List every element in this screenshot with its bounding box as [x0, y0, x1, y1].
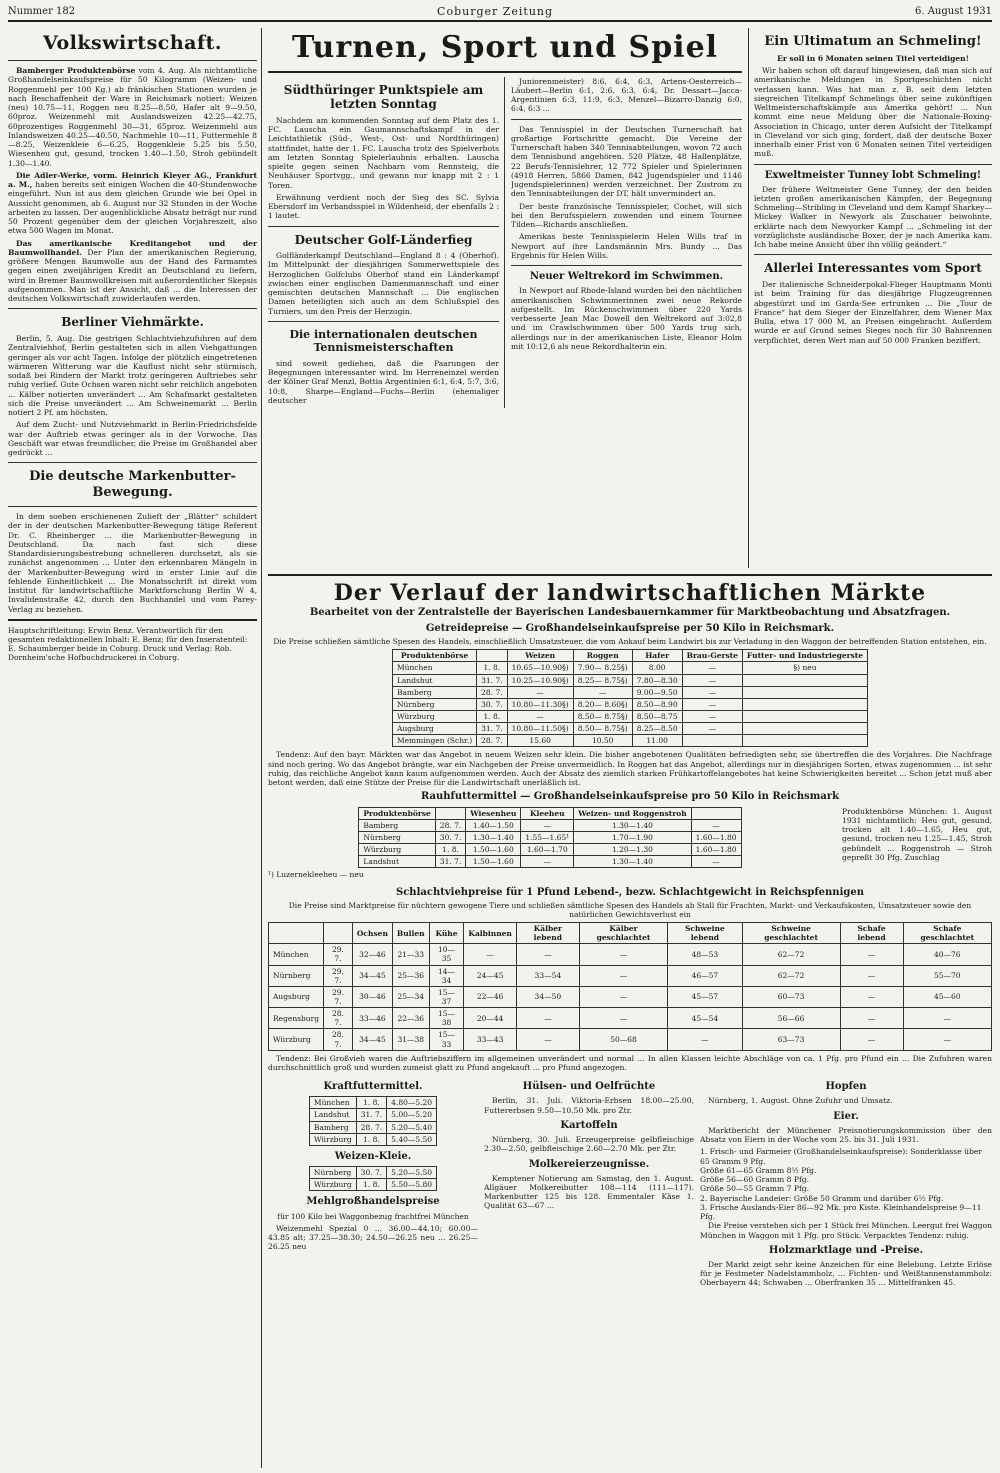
- eier-title: Eier.: [833, 1110, 859, 1122]
- table-cell: Bamberg: [359, 819, 435, 831]
- table-cell: 14—34: [429, 965, 464, 986]
- table-cell: 1. 8.: [356, 1133, 386, 1145]
- table-row: [392, 711, 867, 723]
- punktspiele-text: Nachdem am kommenden Sonntag auf dem Platz des 1. FC. Lauscha ein Gaumannschaftskampf in der Leichtathletik (Süd-, West-, Ost- und Nordthüringen) stattfindet, hatte der 1. FC. Lauscha trotz des Spielverbots am letzten Sonntag Spielerlaubnis erhalten. Lauscha spielte gegen seinen Nachbarn vom Rennsteig, die Neuhäuser Sportvgg., und gewann nur knapp mit 2 : 1 Toren.: [268, 115, 499, 190]
- table-row: [309, 1121, 436, 1133]
- table-cell: Würzburg: [359, 844, 435, 856]
- table-header: [691, 807, 741, 819]
- molk-title: Molkereierzeugnisse.: [528, 1158, 650, 1170]
- list-item: Größe 61—65 Gramm 8½ Pfg.: [700, 1165, 817, 1175]
- table-row: [309, 1179, 436, 1191]
- flour-text: Weizenmehl Spezial 0 ... 36.00—44.10; 60.00—43.85 alt; 37.25—38.30; 24.50—26.25 neu ... 26.25—26.25 neu: [268, 1223, 478, 1252]
- table-cell: [742, 723, 867, 735]
- table-cell: —: [668, 1029, 742, 1050]
- table-cell: 7.80—8.30: [632, 674, 682, 686]
- table-cell: 8.00: [632, 662, 682, 674]
- sport-title: Turnen, Sport und Spiel: [268, 28, 742, 73]
- tennis-text: sind soweit gediehen, daß die Paarungen der Begegnungen interessanter wird. Im Herreneinzel werden der Kölner Graf Menzl, Bottia Argentinien 6:1, 6:4, 5:7, 3:6, 10:8, Sharpe—England—Fuchs—Berlin (ehemaliger deutscher: [268, 358, 499, 405]
- table-cell: [742, 686, 867, 698]
- table-cell: 60—73: [742, 986, 840, 1007]
- table-cell: —: [573, 686, 632, 698]
- table-row: [269, 1029, 992, 1050]
- table-cell: 8.50— 8.75§): [573, 723, 632, 735]
- table-cell: §) neu: [742, 662, 867, 674]
- table-cell: 10.25—10.90§): [507, 674, 573, 686]
- table-cell: Landshut: [309, 1109, 356, 1121]
- table-cell: —: [840, 986, 903, 1007]
- table-cell: 1.30—1.40: [466, 831, 521, 843]
- table-cell: —: [507, 686, 573, 698]
- list-item: 1. Frisch- und Farmeier (Großhandelseinkaufspreise): Sonderklasse über 65 Gramm 9 Pfg.: [700, 1147, 982, 1166]
- golf-title: Deutscher Golf-Länderfieg: [294, 232, 473, 247]
- holz-text: Der Markt zeigt sehr keine Anzeichen für eine Belebung. Letzte Erlöse für je Festmeter Nadelstammholz, ... Fichten- und Weißtannenstammholz: Oberbayern 44; Schwaben ... Oberfranken 35 ... Mittelfranken 45.: [700, 1259, 992, 1288]
- table-cell: 1.30—1.40: [574, 856, 691, 868]
- eier-text: Marktbericht der Münchener Preisnotierungskommission über den Absatz von Eiern in der Woche vom 25. bis 31. Juli 1931.: [700, 1125, 992, 1145]
- table-cell: —: [682, 711, 742, 723]
- table-cell: 32—46: [352, 944, 392, 965]
- huelsen-text: Berlin, 31. Juli. Viktoria-Erbsen 18.00—25.00, Futtererbsen 9.50—10.50 Mk. pro Ztr.: [484, 1096, 694, 1115]
- table-row: [269, 1008, 992, 1029]
- table-cell: Nürnberg: [392, 698, 476, 710]
- table-row: [309, 1109, 436, 1121]
- schmeling-title: Ein Ultimatum an Schmeling!: [764, 34, 982, 49]
- table-cell: 33—43: [464, 1029, 516, 1050]
- table-cell: [682, 735, 742, 747]
- table-cell: Würzburg: [269, 1029, 324, 1050]
- article-vieh: Berlin, 5. Aug. Die gestrigen Schlachtviehzufuhren auf dem Zentralviehhof, Berlin gestalteten sich in allen Viehgattungen geringer als vor acht Tagen. Infolge der plötzlich eingetretenen wärmeren Witterung war die Kauflust nicht sehr stürmisch, sodaß bei Rindern der Markt trotz geringeren Auftriebes sehr ruhig verlief. Gute Ochsen waren nicht sehr reichlich angeboten ... Kälber notierten unverändert ... Am Schafmarkt gestalteten sich die Preise unverändert ... Am Schweinemarkt ... Berlin notiert 2 Pf. am höchsten.: [8, 334, 257, 418]
- tunney-title: Exweltmeister Tunney lobt Schmeling!: [764, 169, 982, 181]
- table-cell: —: [464, 944, 516, 965]
- table-cell: 11.00: [632, 735, 682, 747]
- table-header: Schafe geschlachtet: [903, 922, 991, 943]
- table-header: Produktenbörse: [359, 807, 435, 819]
- cattle-table: [268, 922, 992, 1051]
- table-header: Futter- und Industriegerste: [742, 650, 867, 662]
- table-cell: —: [521, 856, 574, 868]
- table-header: Weizen: [507, 650, 573, 662]
- table-cell: Würzburg: [392, 711, 476, 723]
- paper-name: Coburger Zeitung: [437, 4, 554, 18]
- table-cell: 4.80—5.20: [387, 1097, 437, 1109]
- table-cell: 8.25—8.50: [632, 723, 682, 735]
- table-cell: 1. 8.: [477, 662, 507, 674]
- table-cell: 55—70: [903, 965, 991, 986]
- table-cell: 28. 7.: [435, 819, 465, 831]
- table-cell: 24—45: [464, 965, 516, 986]
- table-cell: 8.25— 8.75§): [573, 674, 632, 686]
- market-section: [268, 574, 992, 1464]
- list-item: 3. Frische Auslands-Eier 86—92 Mk. pro Kiste. Kleinhandelspreise 9—11 Pfg.: [700, 1202, 982, 1222]
- table-row: [309, 1167, 436, 1179]
- table-cell: —: [579, 986, 667, 1007]
- table-cell: 63—73: [742, 1029, 840, 1050]
- table-cell: 15.60: [507, 735, 573, 747]
- table-cell: Nürnberg: [359, 831, 435, 843]
- grain-tendency: Tendenz: Auf den bayr. Märkten war das Angebot in neuem Weizen sehr klein. Die bisher angebotenen Qualitäten befriedigten sehr, sie übertreffen die des Vorjahres. Die Nachfrage sind noch gering. Wo das Angebot brängte, war ein Nachgeben der Preise unvermeidlich. In Roggen hat das Angebot, allerdings nur in diesjährigen Sorten, etwas zugenommen ... ist sehr ruhig, das reichliche Angebot kann kaum aufgenommen werden. Auch der Absatz des ziemlich starken Frühkartoffelangebotes hat keine Schwierigkeiten bereitet ... Schon jetzt muß aber betont werden, daß eine Stütze der Preise für die Landwirtschaft unerläßlich ist.: [268, 750, 992, 788]
- table-cell: 8.50— 8.75§): [573, 711, 632, 723]
- table-cell: —: [682, 674, 742, 686]
- table-cell: 30. 7.: [356, 1167, 386, 1179]
- feed-title: Kraftfuttermittel.: [323, 1081, 423, 1093]
- market-title: Der Verlauf der landwirtschaftlichen Märkte: [333, 580, 927, 606]
- table-cell: —: [682, 662, 742, 674]
- table-cell: 15—37: [429, 986, 464, 1007]
- table-cell: Memmingen (Schr.): [392, 735, 476, 747]
- feed-block: [268, 1076, 478, 1291]
- issue-date: 6. August 1931: [914, 5, 992, 17]
- table-cell: 28. 7.: [356, 1121, 386, 1133]
- table-cell: 62—72: [742, 944, 840, 965]
- table-header: Kälber lebend: [516, 922, 579, 943]
- butter-title: Die deutsche Markenbutter-Bewegung.: [29, 469, 236, 501]
- imprint: Hauptschriftleitung: Erwin Benz. Verantwortlich für den gesamten redaktionellen Inhalt: E. Benz; für den Inseratenteil: E. Schaumberger beide in Coburg. Druck und Verlag: Rob. Dornheim'sche Hofbuchdruckerei in Coburg.: [8, 625, 248, 663]
- table-cell: Nürnberg: [309, 1167, 356, 1179]
- table-header: [269, 922, 324, 943]
- eier-tendency: Die Preise verstehen sich per 1 Stück frei München. Leergut frei Waggon München in Waggon mit 1 Pfg. pro Stück. Verpacktes Tendenz: ruhig.: [700, 1221, 992, 1240]
- table-cell: 5.20—5.40: [387, 1121, 437, 1133]
- table-cell: München: [269, 944, 324, 965]
- table-cell: 31—38: [392, 1029, 429, 1050]
- punktspiele-text-2: Erwähnung verdient noch der Sieg des SC. Sylvia Ebersdorf im Verbandsspiel in Wildenheid, der ebenfalls 2 : 1 lautet.: [268, 192, 499, 221]
- table-cell: 15—38: [429, 1008, 464, 1029]
- table-header: Kleeheu: [521, 807, 574, 819]
- table-cell: 34—45: [352, 965, 392, 986]
- table-cell: 10.80—11.30§): [507, 698, 573, 710]
- table-cell: Nürnberg: [269, 965, 324, 986]
- table-cell: 30—46: [352, 986, 392, 1007]
- table-row: [359, 856, 741, 868]
- table-header: Schafe lebend: [840, 922, 903, 943]
- tennis-wills: Amerikas beste Tennisspielerin Helen Wills traf in Newport auf ihre Landsmännin Mrs. Bundy ... Das Ergebnis für Helen Wills.: [511, 232, 742, 260]
- table-cell: [742, 698, 867, 710]
- table-cell: 28. 7.: [477, 686, 507, 698]
- table-row: [359, 844, 741, 856]
- misc-block: [484, 1076, 694, 1291]
- table-cell: 45—57: [668, 986, 742, 1007]
- table-header: Wiesenheu: [466, 807, 521, 819]
- issue-number: Nummer 182: [8, 5, 76, 17]
- table-row: [269, 965, 992, 986]
- table-cell: 10—35: [429, 944, 464, 965]
- table-cell: 10.65—10.90§): [507, 662, 573, 674]
- economy-title: Volkswirtschaft.: [42, 32, 223, 54]
- table-cell: 1. 8.: [356, 1179, 386, 1191]
- flour-sub: für 100 Kilo bei Waggonbezug frachtfrei München: [277, 1211, 469, 1221]
- table-row: [269, 986, 992, 1007]
- table-cell: —: [840, 1008, 903, 1029]
- table-row: [309, 1097, 436, 1109]
- table-cell: Würzburg: [309, 1179, 356, 1191]
- table-row: [392, 674, 867, 686]
- table-cell: 1. 8.: [477, 711, 507, 723]
- bran-title: Weizen-Kleie.: [334, 1150, 412, 1162]
- table-row: [392, 662, 867, 674]
- huelsen-title: Hülsen- und Oelfrüchte: [522, 1081, 656, 1093]
- table-cell: 5.50—5.80: [387, 1179, 437, 1191]
- eier-list: [700, 1147, 992, 1221]
- schmeling-subtitle: Er soll in 6 Monaten seinen Titel verteidigen!: [777, 53, 969, 63]
- table-cell: 29. 7.: [324, 944, 353, 965]
- table-cell: 29. 7.: [324, 986, 353, 1007]
- table-cell: —: [516, 1008, 579, 1029]
- allerlei-text: Der italienische Schneiderpokal-Flieger Hauptmann Monti ist beim Training für das diesjährige Flugzeugrennen abgestürzt und im Garda-See ertrunken ... Die „Tour de France“ hat dem Sieger der Einzelfahrer, dem Wiener Max Bulla, etwa 17 000 M. an Preisen eingebracht. Außerdem wurde er auf Grund seines Sieges noch für 30 Bahnrennen verpflichtet, deren Wert man auf 50 000 Franken beziffert.: [754, 280, 992, 345]
- table-cell: 21—33: [392, 944, 429, 965]
- table-cell: 45—60: [903, 986, 991, 1007]
- table-header: [324, 922, 353, 943]
- table-header: Kühe: [429, 922, 464, 943]
- table-cell: 15—33: [429, 1029, 464, 1050]
- grain-table: [392, 649, 868, 747]
- article-bamberger: Bamberger Produktenbörse vom 4. Aug. Als nichtamtliche Großhandelseinkaufspreise für 50 Kilogramm (Weizen- und Roggenmehl per 100 Kg.) ab fränkischen Stationen wurden je nach Beschaffenheit der Ware in Reichsmark notiert: Weizen (neu) 10.75—11, Roggen neu 8.25—8.50, Hafer alt 9—9.50, 60proz. Weizenmehl mit Auslandsweizen 42.25—42.75, 60prozentiges Roggenmehl 30—31, 65proz. Weizenmehl aus Inlandsweizen 40.25—40.50, Nachmehle 10—11, Futtermehle 8—8.25, Weizenkleie 6—6.25, Roggenkleie 5.25 bis 5.50, Wiesenheu gut, gesund, trocken 1.40—1.50, Stroh gebündelt 1.30—1.40.: [8, 66, 258, 168]
- punktspiele-title: Südthüringer Punktspiele am letzten Sonntag: [283, 82, 484, 112]
- grain-note: Die Preise schließen sämtliche Spesen des Handels, einschließlich Umsatzsteuer, die vom Ankauf beim Landwirt bis zur Verladung in den Waggon der betreffenden Station entstehen, ein.: [273, 637, 987, 647]
- table-row: [392, 686, 867, 698]
- column-economy: [8, 28, 262, 1468]
- table-cell: 1.20—1.30: [574, 844, 691, 856]
- table-row: [392, 698, 867, 710]
- flour-title: Mehlgroßhandelspreise: [306, 1196, 440, 1208]
- list-item: Größe 56—60 Gramm 8 Pfg.: [700, 1175, 810, 1185]
- table-cell: 48—53: [668, 944, 742, 965]
- table-cell: 28. 7.: [324, 1008, 353, 1029]
- table-cell: 1.50—1.60: [466, 856, 521, 868]
- table-cell: 1. 8.: [435, 844, 465, 856]
- table-cell: —: [516, 944, 579, 965]
- table-cell: —: [903, 1008, 991, 1029]
- table-cell: 28. 7.: [324, 1029, 353, 1050]
- cattle-title: Schlachtviehpreise für 1 Pfund Lebend-, bezw. Schlachtgewicht in Reichspfennigen: [396, 886, 864, 898]
- table-cell: 46—57: [668, 965, 742, 986]
- table-row: [392, 735, 867, 747]
- hopfen-text: Nürnberg, 1. August. Ohne Zufuhr und Umsatz.: [708, 1096, 893, 1106]
- sport-right: [511, 77, 742, 408]
- sport-left: [268, 77, 505, 408]
- table-cell: 25—34: [392, 986, 429, 1007]
- hay-title: Rauhfuttermittel — Großhandelseinkaufspreise pro 50 Kilo in Reichsmark: [420, 791, 840, 803]
- table-cell: 25—36: [392, 965, 429, 986]
- table-cell: —: [516, 1029, 579, 1050]
- bran-table: [309, 1166, 437, 1191]
- table-cell: 10.50: [573, 735, 632, 747]
- table-cell: 1.60—1.80: [691, 844, 741, 856]
- table-cell: 20—44: [464, 1008, 516, 1029]
- table-cell: —: [682, 686, 742, 698]
- tennis-cochet: Der beste französische Tennisspieler, Cochet, will sich bei den Berufsspielern zuwenden und einem Tournee Tilden—Richards anschließen.: [511, 201, 742, 230]
- table-header: Brau-Gerste: [682, 650, 742, 662]
- swim-title: Neuer Weltrekord im Schwimmen.: [529, 271, 724, 283]
- table-cell: 1.55—1.65¹: [521, 831, 574, 843]
- table-cell: 34—50: [516, 986, 579, 1007]
- table-cell: —: [840, 1029, 903, 1050]
- table-cell: 31. 7.: [435, 856, 465, 868]
- table-cell: 28. 7.: [477, 735, 507, 747]
- column-sport: [268, 28, 742, 568]
- article-butter: In dem soeben erschienenen Zulieft der „Blätter“ schildert der in der deutschen Markenbutter-Bewegung tätige Referent Dr. C. Rheinberger ... die Markenbutter-Bewegung in Deutschland. Da nach fast sich diese Standardisierungsbestrebung schnelleren durchsetzt, als sie zunächst angenommen ... Unter den erkennbaren Mängeln in der Markenbutter-Bewegung wird in erster Linie auf die fehlende Einheitlichkeit ... Die Monatsschrift ist direkt vom Institut für landwirtschaftliche Marktforschung Berlin W 4, Invalidenstraße 42, durch den Buchhandel und vom Parey-Verlag zu beziehen.: [8, 512, 257, 614]
- table-cell: 1.40—1.50: [466, 819, 521, 831]
- grain-title: Getreidepreise — Großhandelseinkaufspreise per 50 Kilo in Reichsmark.: [425, 623, 835, 635]
- swim-text: In Newport auf Rhode-Island wurden bei den nächtlichen amerikanischen Schwimmerinnen zwei neue Rekorde aufgestellt. Im Rückenschwimmen über 220 Yards verbesserte Jean Mac Dowell den Weltrekord auf 3:02,8 und im Crawlschwimmen über 500 Yards trug sich, allerdings nur in der amerikanischen Liste, Eleanor Holm mit 10:12,6 als neue Rekordhalterin ein.: [511, 286, 742, 351]
- table-row: [359, 831, 741, 843]
- table-cell: 8.50—8.75: [632, 711, 682, 723]
- table-cell: Bamberg: [392, 686, 476, 698]
- cattle-tendency: Tendenz: Bei Großvieh waren die Auftriebsziffern im allgemeinen unverändert und normal ... In allen Klassen leichte Abschläge von ca. 1 Pfg. pro Pfund ein ... Die Zufuhren waren durchschnittlich groß und wurden zumeist glatt zu Pfund angekauft ... pro Pfund angezogen.: [268, 1053, 992, 1072]
- table-cell: 1.60—1.70: [521, 844, 574, 856]
- tennis-title: Die internationalen deutschen Tennismeisterschaften: [289, 327, 478, 355]
- kartoffel-title: Kartoffeln: [560, 1119, 618, 1131]
- market-subtitle: Bearbeitet von der Zentralstelle der Bayerischen Landesbauernkammer für Marktbeobachtung und Absatzfragen.: [309, 606, 951, 618]
- table-cell: [742, 735, 867, 747]
- table-cell: 56—66: [742, 1008, 840, 1029]
- hay-footnote: ¹) Luzernekleeheu — neu: [268, 870, 364, 880]
- table-cell: 5.20—5.50: [387, 1167, 437, 1179]
- table-cell: —: [682, 723, 742, 735]
- table-cell: 33—54: [516, 965, 579, 986]
- table-cell: —: [682, 698, 742, 710]
- molk-text: Kemptener Notierung am Samstag, den 1. August. Allgäuer Molkereibutter 108—114 (111—117). Markenbutter 125 bis 128. Emmentaler Käse 1. Qualität 63—67 ...: [484, 1173, 694, 1211]
- table-cell: 9.00—9.50: [632, 686, 682, 698]
- hay-table: [358, 807, 741, 869]
- vieh-title: Berliner Viehmärkte.: [61, 315, 204, 330]
- table-cell: Landshut: [359, 856, 435, 868]
- table-cell: 30. 7.: [477, 698, 507, 710]
- table-cell: 1.30—1.40: [574, 819, 691, 831]
- table-cell: 1.50—1.60: [466, 844, 521, 856]
- kartoffel-text: Nürnberg, 30. Juli. Erzeugerpreise gelbfleischige 2.30—2.50, gelbfleischige 2.60—2.70 Mk. per Ztr.: [484, 1135, 694, 1154]
- table-cell: [742, 711, 867, 723]
- table-header: Kälber geschlachtet: [579, 922, 667, 943]
- article-adler: Die Adler-Werke, vorm. Heinrich Kleyer AG., Frankfurt a. M., haben bereits seit einigen Wochen die 40-Stundenwoche eingeführt. Nun ist aus dem gleichen Grunde wie bei Opel in Aussicht genommen, ab 6. August nur 32 Stunden in der Woche arbeiten zu lassen. Der augenblickliche Absatz beträgt nur rund 50 Prozent gegenüber dem der gleichen Vorjahreszeit, also etwa 500 Wagen im Monat.: [8, 170, 257, 236]
- table-cell: 5.40—5.50: [387, 1133, 437, 1145]
- table-header: Weizen- und Roggenstroh: [574, 807, 691, 819]
- table-cell: —: [579, 944, 667, 965]
- table-cell: 1. 8.: [356, 1097, 386, 1109]
- page-header: [8, 4, 992, 22]
- table-cell: 5.00—5.20: [387, 1109, 437, 1121]
- table-cell: 29. 7.: [324, 965, 353, 986]
- table-header: Bullen: [392, 922, 429, 943]
- eggs-block: [700, 1076, 992, 1291]
- table-cell: 50—68: [579, 1029, 667, 1050]
- table-cell: 30. 7.: [435, 831, 465, 843]
- list-item: Größe 50—55 Gramm 7 Pfg.: [700, 1184, 810, 1194]
- table-cell: Landshut: [392, 674, 476, 686]
- table-cell: Regensburg: [269, 1008, 324, 1029]
- table-header: Schweine lebend: [668, 922, 742, 943]
- table-row: [269, 944, 992, 965]
- table-row: [392, 723, 867, 735]
- golf-text: Golfländerkampf Deutschland—England 8 : 4 (Oberhof). Im Mittelpunkt der diesjährigen Sommerwettspiele des Herzoglichen Golfclubs Oberhof stand ein Länderkampf zwischen einer englischen Damenmannschaft und einer gemischten deutschen Mannschaft ... Die englischen Damen beteiligten sich auch an dem Schlußspiel des Turniers, um den Preis der Herzogin.: [268, 251, 499, 316]
- table-cell: 31. 7.: [356, 1109, 386, 1121]
- table-cell: —: [840, 965, 903, 986]
- table-cell: 1.70—1.90: [574, 831, 691, 843]
- table-header: [477, 650, 507, 662]
- table-header: Kalbinnen: [464, 922, 516, 943]
- table-header: Produktenbörse: [392, 650, 476, 662]
- table-header: Ochsen: [352, 922, 392, 943]
- table-cell: 33—46: [352, 1008, 392, 1029]
- table-cell: Augsburg: [392, 723, 476, 735]
- article-baumwolle: Das amerikanische Kreditangebot und der Baumwollhandel. Der Plan der amerikanischen Regierung, größere Mengen Baumwolle aus der Hand des Farmamtes gegen einen zweijährigen Kredit an Deutschland zu liefern, wird in Bremer Baumwollkreisen mit außerordentlicher Skepsis aufgenommen. Man ist der Ansicht, daß ... die Interessen der deutschen Volkswirtschaft zuwiderlaufen werden.: [8, 238, 257, 304]
- table-row: [309, 1133, 436, 1145]
- table-header: [435, 807, 465, 819]
- table-cell: München: [392, 662, 476, 674]
- table-cell: —: [579, 965, 667, 986]
- table-cell: 22—36: [392, 1008, 429, 1029]
- table-cell: —: [579, 1008, 667, 1029]
- tennis-results: Juniorenmeister) 8:6, 6:4, 6:3, Artens-Oesterreich—Läubert—Berlin 6:1, 2:6, 6:3, 6:4, Dr. Dessart—Jacca-Argentinien 6:3, 11:9, 6:3, Menzel—Bizarro-Danzig 6:0, 6:4, 6:3 ...: [511, 76, 742, 114]
- table-cell: [742, 674, 867, 686]
- tunney-text: Der frühere Weltmeister Gene Tunney, der den beiden letzten großen amerikanischen Kämpfen, der Begegnung Schmeling—Stribling in Cleveland und dem Kampf Sharkey—Mickey Walker in Newyork als Zuschauer beiwohnte, erklärte nach dem Newyorker Kampf ... „Schmeling ist der vorzüglichste ausländische Boxer, der je nach Amerika kam. Ich habe meine Ansicht über ihn völlig geändert.“: [754, 184, 992, 250]
- table-cell: 31. 7.: [477, 674, 507, 686]
- table-cell: —: [691, 819, 741, 831]
- table-cell: 45—54: [668, 1008, 742, 1029]
- table-cell: 62—72: [742, 965, 840, 986]
- table-cell: —: [840, 944, 903, 965]
- table-cell: 10.80—11.50§): [507, 723, 573, 735]
- table-cell: Augsburg: [269, 986, 324, 1007]
- table-cell: Bamberg: [309, 1121, 356, 1133]
- table-cell: 31. 7.: [477, 723, 507, 735]
- cattle-note: Die Preise sind Marktpreise für nüchtern gewogene Tiere und schließen sämtliche Spesen des Handels ab Stall für Frachten, Markt- und Verkaufskosten, Umsatzsteuer sowie den natürlichen Gewichtsverlust ein: [288, 900, 972, 919]
- table-header: Hafer: [632, 650, 682, 662]
- table-cell: 8.20— 8.60§): [573, 698, 632, 710]
- feed-table: [309, 1096, 437, 1146]
- schmeling-text: Wir haben schon oft darauf hingewiesen, daß man sich auf amerikanische Meldungen in Sportgeschichten nicht verlassen kann. Was hat man z. B. seit dem letzten siegreichen Titelkampf Schmelings über seine zukünftigen Weltmeisterschaftskämpfe aus Amerika gehört! ... Nun kommt eine neue Meldung über die Nationale-Boxing-Association in Chicago, unter deren Aufsicht der Titelkampf in Cleveland vor sich ging, fordert, daß der deutsche Boxer innerhalb einer Frist von 6 Monaten seinen Titel verteidigen muß.: [754, 66, 992, 159]
- hopfen-title: Hopfen: [825, 1081, 867, 1093]
- allerlei-title: Allerlei Interessantes vom Sport: [764, 261, 982, 276]
- table-cell: —: [507, 711, 573, 723]
- table-cell: —: [691, 856, 741, 868]
- table-row: [359, 819, 741, 831]
- table-cell: 22—46: [464, 986, 516, 1007]
- list-item: 2. Bayerische Landeier: Größe 50 Gramm und darüber 6½ Pfg.: [700, 1193, 944, 1203]
- table-cell: 34—45: [352, 1029, 392, 1050]
- table-cell: 1.60—1.80: [691, 831, 741, 843]
- table-cell: Würzburg: [309, 1133, 356, 1145]
- table-header: Schweine geschlachtet: [742, 922, 840, 943]
- table-cell: 8.50—8.90: [632, 698, 682, 710]
- hay-munich: Produktenbörse München: 1. August 1931 nichtamtlich: Heu gut, gesund, trocken alt 1.40—1.65, Heu gut, gesund, trocken neu 1.25—1.45, Stroh gebündelt ... Roggenstroh — Stroh gepreßt 30 Pfg. Zuschlag: [842, 806, 992, 862]
- column-boxing: [748, 28, 992, 568]
- table-header: Roggen: [573, 650, 632, 662]
- table-cell: 7.90— 8.25§): [573, 662, 632, 674]
- article-vieh-2: Auf dem Zucht- und Nutzviehmarkt in Berlin-Friedrichsfelde war der Auftrieb etwas geringer als in der Vorwoche. Das Geschäft war etwas freundlicher, die Preise im Großhandel aber gedrückt ...: [8, 420, 257, 458]
- table-cell: 40—76: [903, 944, 991, 965]
- table-cell: —: [903, 1029, 991, 1050]
- table-cell: München: [309, 1097, 356, 1109]
- holz-title: Holzmarktlage und -Preise.: [768, 1244, 924, 1256]
- tennis-dt: Das Tennisspiel in der Deutschen Turnerschaft hat großartige Fortschritte gemacht. Die Vereine der Turnerschaft haben 340 Tennisabteilungen, wovon 72 auch dem Tennisbund angehören. 520 Plätze, 48 Hallenplätze, 22 Berufs-Tennislehrer, 12 772 Spieler und Spielerinnen (4918 Herren, 5866 Damen, 842 Jugendspieler und 1146 Jugendspielerinnen) werden verzeichnet. Der Zustrom zu den Tennisabteilungen der DT. hält unvermindert an.: [511, 124, 742, 199]
- table-cell: —: [521, 819, 574, 831]
